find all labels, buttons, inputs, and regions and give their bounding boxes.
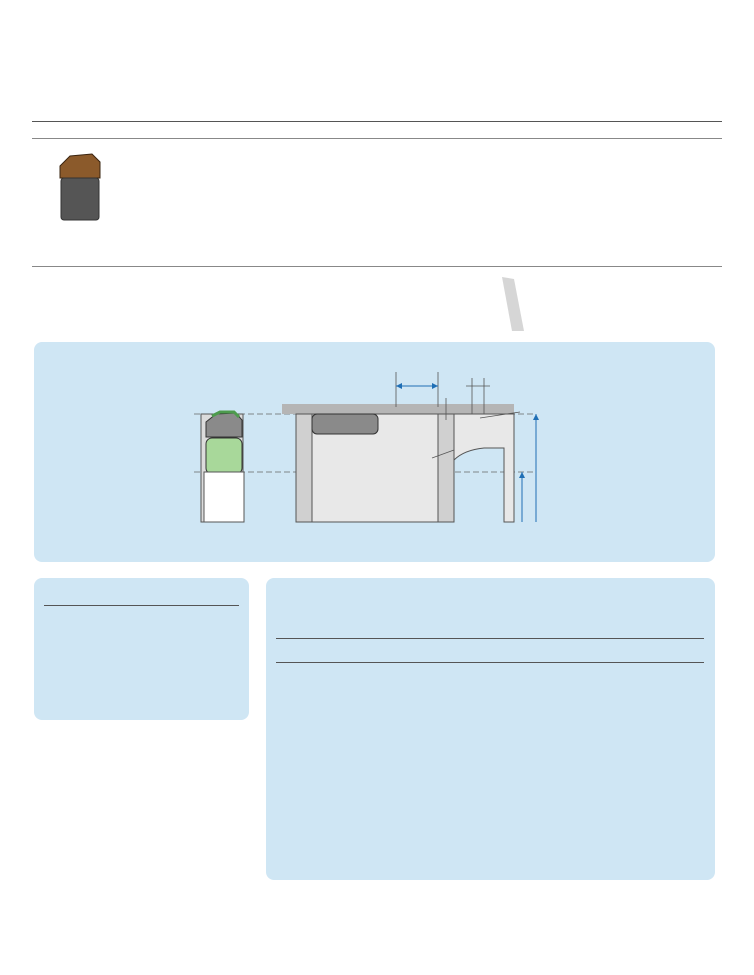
seal-profile-icon <box>56 152 106 224</box>
std-rule-2 <box>276 662 704 663</box>
roughness-rule <box>44 605 239 606</box>
roughness-panel <box>34 578 249 720</box>
groove-diagram-panel <box>34 342 715 562</box>
std-rule-1 <box>276 638 704 639</box>
table-rule-units <box>32 138 722 139</box>
table-rule-top <box>32 121 722 122</box>
standard-dimensions-panel <box>266 578 715 880</box>
table-rule-bottom <box>32 266 722 267</box>
groove-diagram <box>34 342 715 562</box>
watermark-mark <box>494 275 530 335</box>
